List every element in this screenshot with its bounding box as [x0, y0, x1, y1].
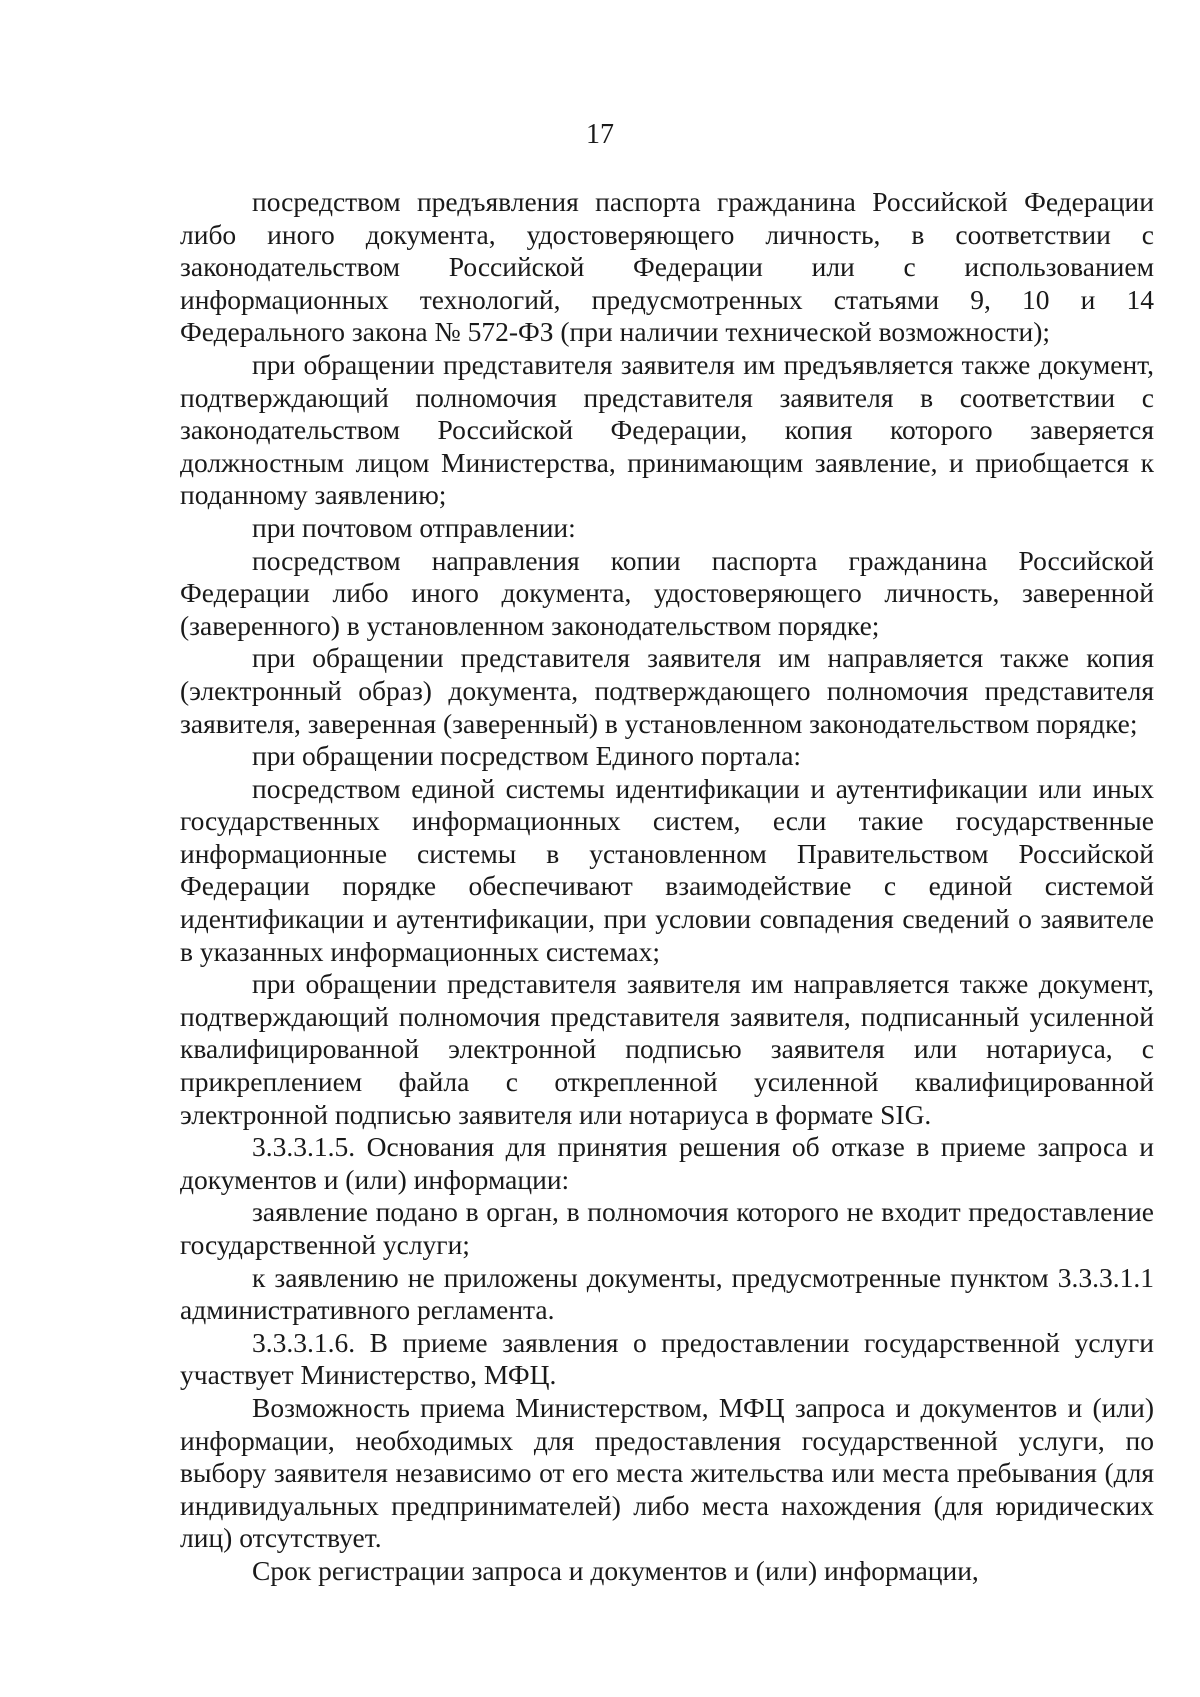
paragraph-portal-representative: при обращении представителя заявителя им направляется также документ, подтверждающий полномочия представителя заявителя, подписанный усиленной квалифицированной электронной подписью заявителя или нотариуса, с прикреплением файла с открепленной усиленной квалифицированной электронной подписью заявителя или нотариуса в формате SIG.: [180, 968, 1154, 1130]
paragraph-portal-heading: при обращении посредством Единого портала:: [252, 740, 802, 772]
paragraph-section-3-3-3-1-5: 3.3.3.1.5. Основания для принятия решения об отказе в приеме запроса и документов и (или) информации:: [180, 1131, 1154, 1195]
paragraph-section-3-3-3-1-6: 3.3.3.1.6. В приеме заявления о предоставлении государственной услуги участвует Министерство, МФЦ.: [180, 1326, 1154, 1391]
paragraph-postal-representative: при обращении представителя заявителя им направляется также копия (электронный образ) документа, подтверждающего полномочия представителя заявителя, заверенная (заверенный) в установленном законодательством порядке;: [180, 642, 1154, 739]
paragraph-representative-in-person: при обращении представителя заявителя им предъявляется также документ, подтверждающий полномочия представителя заявителя в соответствии с законодательством Российской Федерации, копия которого заверяется должностным лицом Министерства, принимающим заявление, и приобщается к поданному заявлению;: [180, 348, 1154, 511]
paragraph-refusal-wrong-authority: заявление подано в орган, в полномочия которого не входит предоставление государственной услуги;: [180, 1196, 1154, 1260]
paragraph-postal-passport-copy: посредством направления копии паспорта гражданина Российской Федерации либо иного документа, удостоверяющего личность, заверенной (заверенного) в установленном законодательством порядке;: [180, 544, 1154, 641]
paragraph-registration-term: Срок регистрации запроса и документов и (или) информации,: [252, 1554, 979, 1586]
page-number: 17: [586, 119, 614, 150]
paragraph-postal-heading: при почтовом отправлении:: [252, 511, 576, 543]
paragraph-portal-esia: посредством единой системы идентификации и аутентификации или иных государственных информационных систем, если такие государственные информационные системы в установленном Правительством Российской Федерации порядке обеспечивают взаимодействие с единой системой идентификации и аутентификации, при условии совпадения сведений о заявителе в указанных информационных системах;: [180, 772, 1154, 967]
paragraph-passport-presentation: посредством предъявления паспорта гражданина Российской Федерации либо иного документа, удостоверяющего личность, в соответствии с законодательством Российской Федерации или с использованием информационных технологий, предусмотренных статьями 9, 10 и 14 Федерального закона № 572-ФЗ (при наличии технической возможности);: [180, 186, 1154, 348]
paragraph-refusal-missing-documents: к заявлению не приложены документы, предусмотренные пунктом 3.3.3.1.1 административного регламента.: [180, 1261, 1154, 1326]
paragraph-extraterritorial: Возможность приема Министерством, МФЦ запроса и документов и (или) информации, необходимых для предоставления государственной услуги, по выбору заявителя независимо от его места жительства или места пребывания (для индивидуальных предпринимателей) либо места нахождения (для юридических лиц) отсутствует.: [180, 1391, 1154, 1554]
document-body: [180, 186, 1154, 1588]
